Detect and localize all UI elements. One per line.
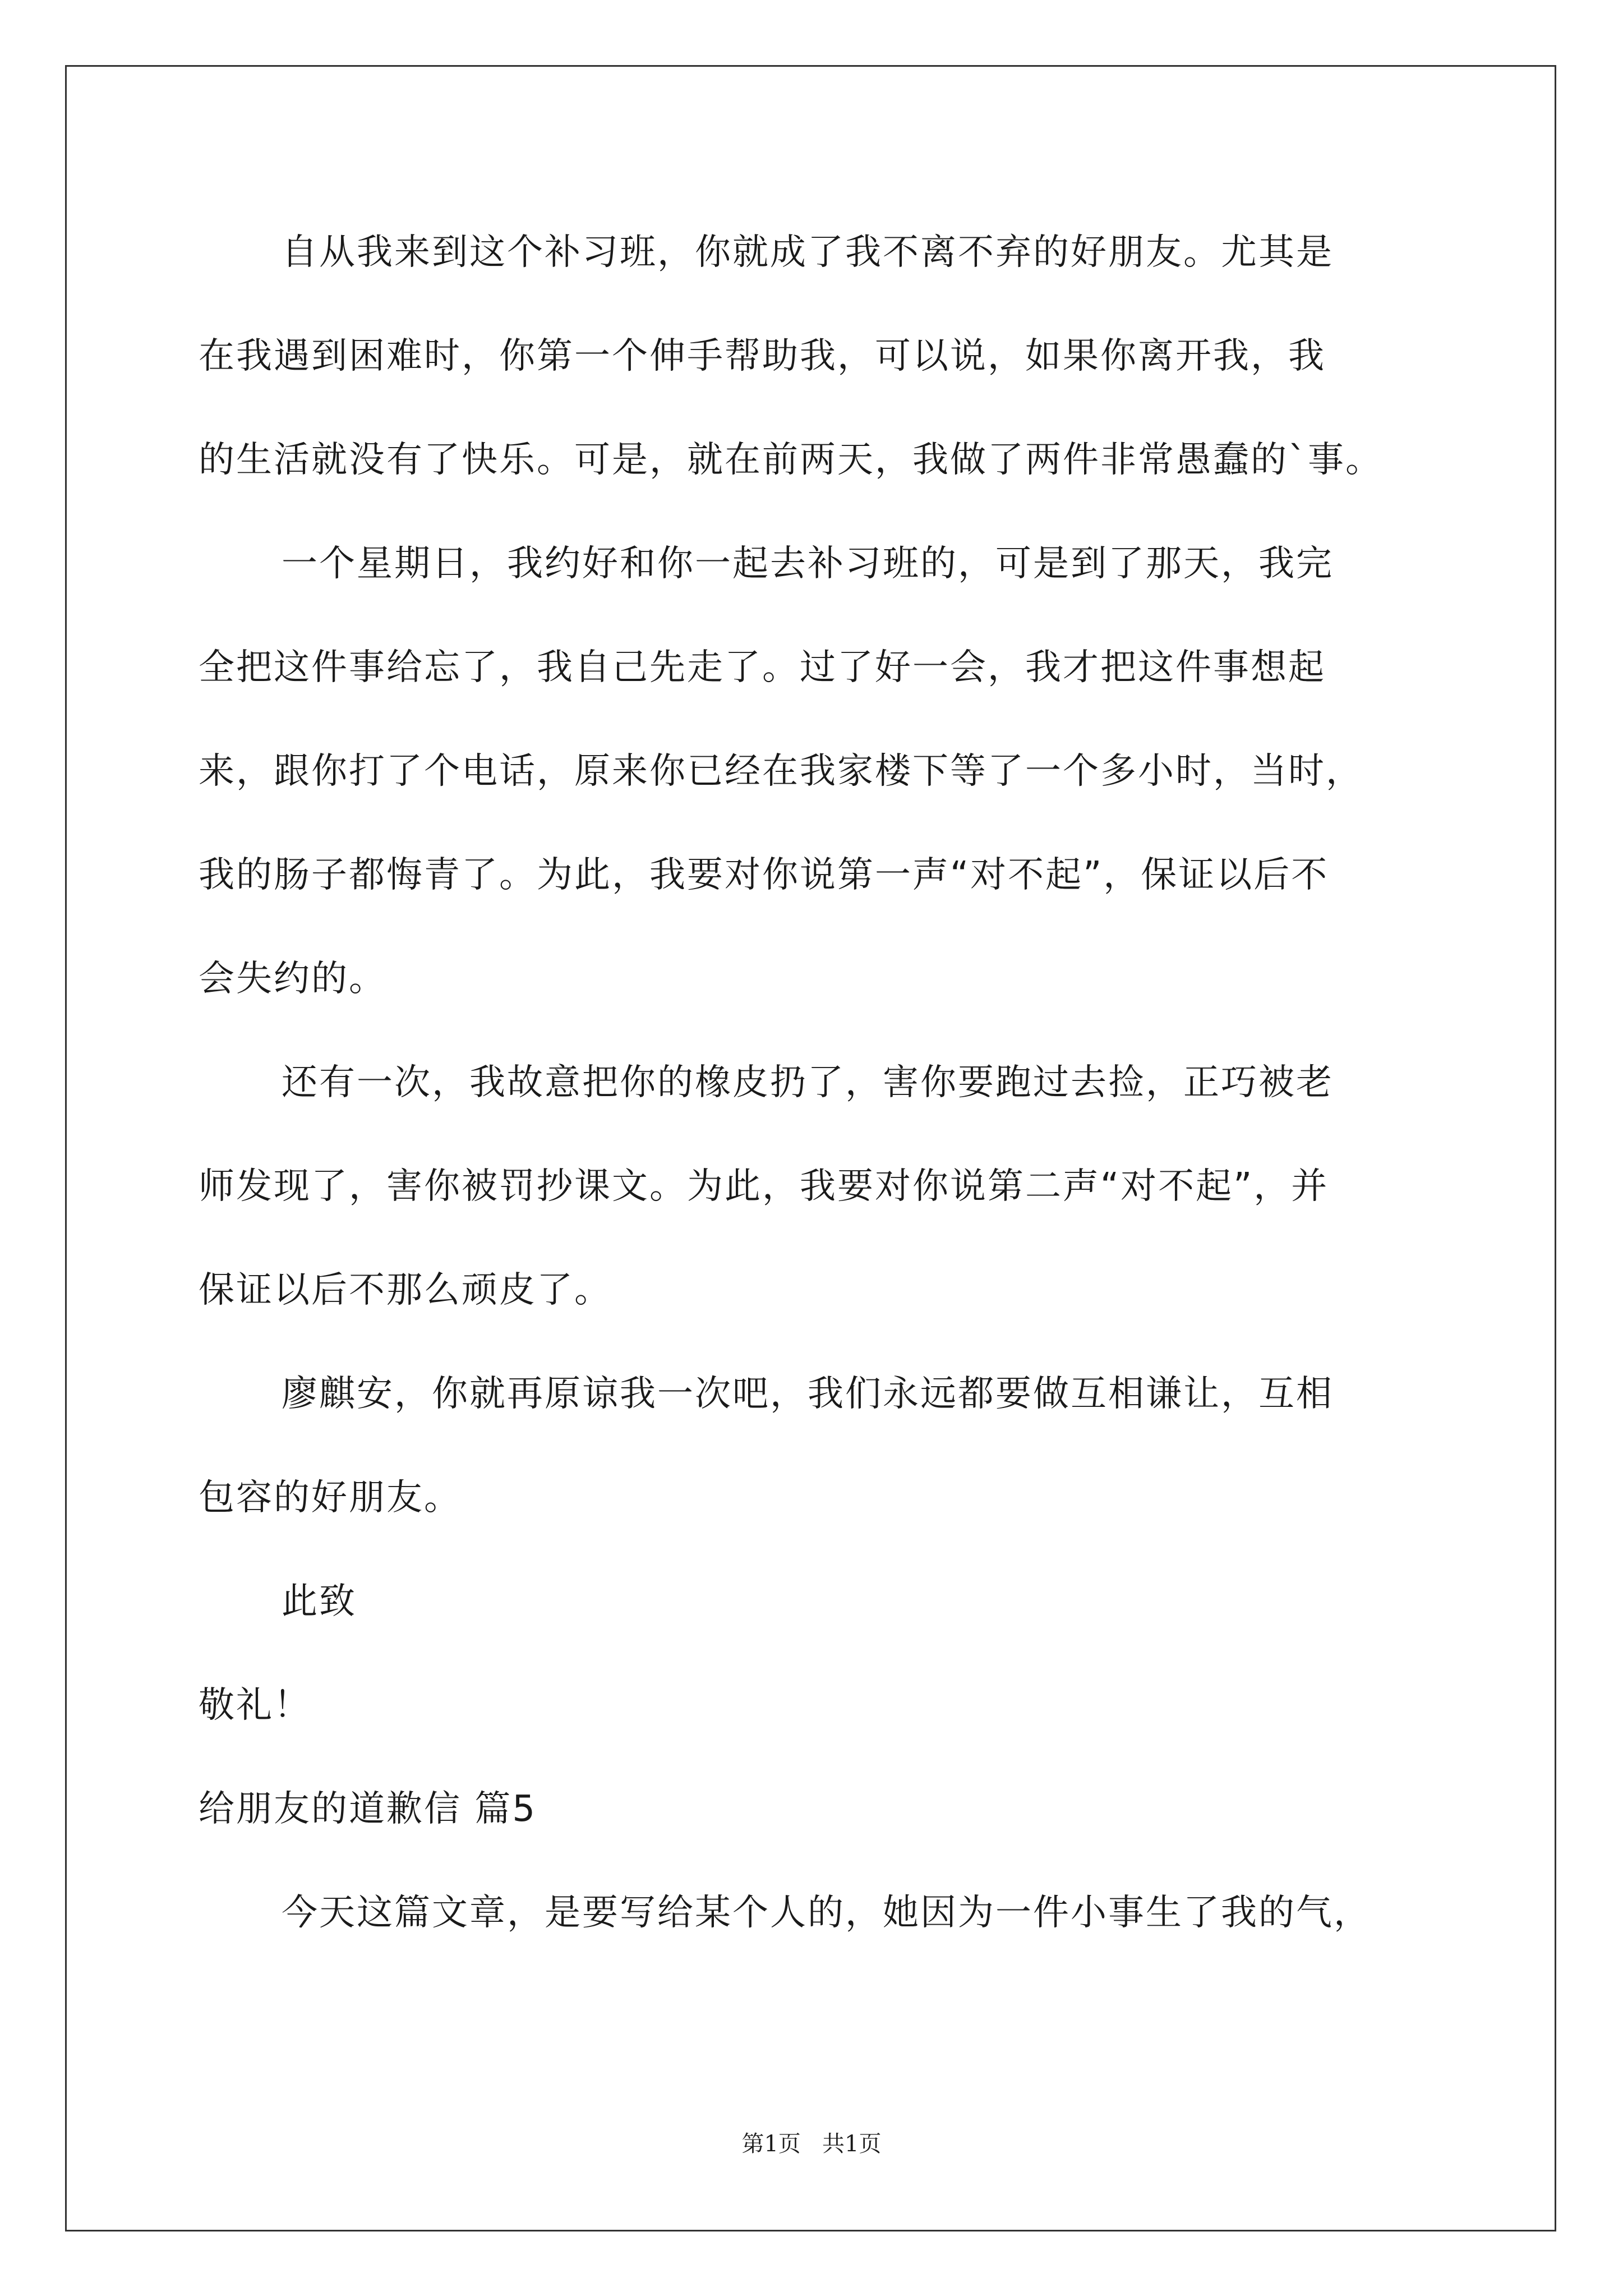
page-footer xyxy=(0,2128,1623,2160)
text-line-13: 包容的好朋友。 xyxy=(199,1477,462,1519)
text-line-11: 保证以后不那么顽皮了。 xyxy=(199,1269,612,1311)
salutation-jingli: 敬礼！ xyxy=(199,1685,311,1726)
text-line-8: 会失约的。 xyxy=(199,958,386,1000)
section-heading: 给朋友的道歉信 篇5 xyxy=(199,1788,537,1830)
text-line-3: 的生活就没有了快乐。可是，就在前两天，我做了两件非常愚蠢的`事。 xyxy=(199,439,1383,481)
page-number: 第1页 共1页 xyxy=(741,2131,882,2157)
text-line-9: 还有一次，我故意把你的橡皮扔了，害你要跑过去捡，正巧被老 xyxy=(282,1062,1334,1103)
text-line-10: 师发现了，害你被罚抄课文。为此，我要对你说第二声“对不起”，并 xyxy=(199,1166,1329,1207)
text-line-4: 一个星期日，我约好和你一起去补习班的，可是到了那天，我完 xyxy=(282,543,1334,585)
salutation-cizhi: 此致 xyxy=(282,1581,357,1622)
text-line-2: 在我遇到困难时，你第一个伸手帮助我，可以说，如果你离开我，我 xyxy=(199,335,1326,377)
text-line-6: 来，跟你打了个电话，原来你已经在我家楼下等了一个多小时，当时， xyxy=(199,751,1363,792)
text-line-1: 自从我来到这个补习班，你就成了我不离不弃的好朋友。尤其是 xyxy=(282,232,1334,273)
text-line-7: 我的肠子都悔青了。为此，我要对你说第一声“对不起”，保证以后不 xyxy=(199,854,1329,896)
text-line-12: 廖麒安，你就再原谅我一次吧，我们永远都要做互相谦让，互相 xyxy=(282,1373,1334,1415)
text-line-5: 全把这件事给忘了，我自己先走了。过了好一会，我才把这件事想起 xyxy=(199,647,1326,688)
text-line-17: 今天这篇文章，是要写给某个人的，她因为一件小事生了我的气， xyxy=(282,1892,1371,1934)
